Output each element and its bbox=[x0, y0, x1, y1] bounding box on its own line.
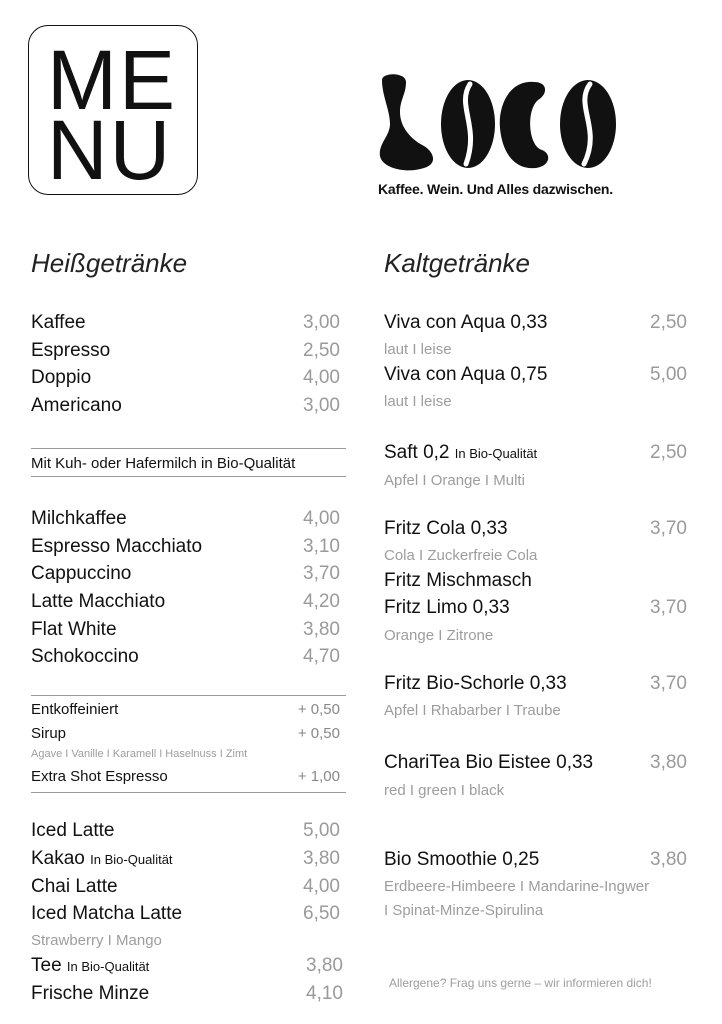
menu-item-price: 3,00 bbox=[303, 395, 340, 416]
menu-item-price: 6,50 bbox=[303, 903, 340, 924]
menu-item-price: 3,80 bbox=[303, 848, 340, 869]
menu-item-name: Kaffee bbox=[31, 312, 86, 333]
menu-item-price: 3,70 bbox=[303, 563, 340, 584]
item-options: I Spinat-Minze-Spirulina bbox=[384, 902, 544, 919]
extra-name: Sirup bbox=[31, 725, 67, 742]
menu-logo-box bbox=[28, 25, 198, 195]
menu-item-name: Fritz Mischmasch bbox=[384, 570, 532, 591]
menu-item-price: 3,00 bbox=[303, 312, 340, 333]
menu-item-name: Fritz Cola 0,33 bbox=[384, 518, 508, 539]
extra-price: + 1,00 bbox=[297, 768, 340, 785]
menu-item-price: 2,50 bbox=[650, 442, 687, 463]
menu-item-price: 3,70 bbox=[650, 518, 687, 539]
menu-item-name: Schokoccino bbox=[31, 646, 139, 667]
extra-name: Extra Shot Espresso bbox=[31, 768, 168, 785]
loco-logo bbox=[376, 70, 626, 174]
extra-price: + 0,50 bbox=[297, 701, 340, 718]
menu-item-name-text: Saft 0,2 bbox=[384, 442, 450, 463]
menu-item-price: 4,00 bbox=[303, 876, 340, 897]
tagline: Kaffee. Wein. Und Alles dazwischen. bbox=[378, 181, 613, 197]
menu-item-price: 5,00 bbox=[303, 820, 340, 841]
menu-item-price: 5,00 bbox=[650, 364, 687, 385]
menu-item-name: Bio Smoothie 0,25 bbox=[384, 849, 540, 870]
extra-price: + 0,50 bbox=[297, 725, 340, 742]
menu-item-name bbox=[31, 848, 173, 870]
menu-item-name: Iced Matcha Latte bbox=[31, 903, 183, 924]
divider bbox=[31, 792, 346, 793]
menu-item-name: Espresso bbox=[31, 340, 111, 361]
menu-item-name: Doppio bbox=[31, 367, 92, 388]
item-options: Apfel I Rhabarber I Traube bbox=[384, 702, 561, 719]
cold-drinks-title: Kaltgetränke bbox=[384, 248, 530, 278]
menu-item-name: Flat White bbox=[31, 619, 117, 640]
item-options: laut I leise bbox=[384, 393, 452, 410]
extra-name: Entkoffeiniert bbox=[31, 701, 119, 718]
menu-item-name: Espresso Macchiato bbox=[31, 536, 203, 557]
menu-item-name: Chai Latte bbox=[31, 876, 118, 897]
menu-item-name-text: Tee bbox=[31, 955, 62, 976]
syrup-options: Agave I Vanille I Karamell I Haselnuss I Zimt bbox=[31, 748, 248, 760]
menu-item-price: 3,80 bbox=[303, 619, 340, 640]
menu-item-price: 4,00 bbox=[303, 508, 340, 529]
menu-item-name: Fritz Bio-Schorle 0,33 bbox=[384, 673, 567, 694]
divider bbox=[31, 695, 346, 696]
menu-item-name: Fritz Limo 0,33 bbox=[384, 597, 510, 618]
divider bbox=[31, 448, 346, 449]
menu-item-name: Latte Macchiato bbox=[31, 591, 166, 612]
menu-item-price: 2,50 bbox=[650, 312, 687, 333]
menu-item-price: 4,20 bbox=[303, 591, 340, 612]
menu-item-price: 3,70 bbox=[650, 597, 687, 618]
menu-item-name: ChariTea Bio Eistee 0,33 bbox=[384, 752, 594, 773]
menu-item-name: Frische Minze bbox=[31, 983, 150, 1004]
item-options: Cola I Zuckerfreie Cola bbox=[384, 547, 538, 564]
menu-logo-line1: ME bbox=[47, 33, 177, 127]
divider bbox=[31, 476, 346, 477]
menu-item-name-text: Kakao bbox=[31, 848, 85, 869]
item-options: Apfel I Orange I Multi bbox=[384, 472, 525, 489]
menu-item-price: 4,70 bbox=[303, 646, 340, 667]
item-options: Strawberry I Mango bbox=[31, 932, 162, 949]
menu-item-name: Cappuccino bbox=[31, 563, 132, 584]
menu-item-name bbox=[31, 955, 149, 977]
menu-item-price: 4,00 bbox=[303, 367, 340, 388]
menu-item-name: Americano bbox=[31, 395, 122, 416]
menu-item-price: 2,50 bbox=[303, 340, 340, 361]
menu-item-price: 4,10 bbox=[306, 983, 343, 1004]
menu-logo-line2: NU bbox=[47, 103, 173, 197]
menu-item-name: Viva con Aqua 0,33 bbox=[384, 312, 548, 333]
item-options: Erdbeere-Himbeere I Mandarine-Ingwer bbox=[384, 878, 650, 895]
allergen-note: Allergene? Frag uns gerne – wir informieren dich! bbox=[389, 976, 652, 990]
menu-item-name: Viva con Aqua 0,75 bbox=[384, 364, 548, 385]
menu-item-price: 3,70 bbox=[650, 673, 687, 694]
milk-note: Mit Kuh- oder Hafermilch in Bio-Qualität bbox=[31, 455, 296, 472]
menu-item-price: 3,80 bbox=[650, 849, 687, 870]
quality-note: In Bio-Qualität bbox=[66, 959, 150, 974]
quality-note: In Bio-Qualität bbox=[90, 852, 173, 867]
item-options: Orange I Zitrone bbox=[384, 627, 494, 644]
loco-logo-graphic bbox=[376, 70, 626, 174]
quality-note: In Bio-Qualität bbox=[454, 446, 538, 461]
item-options: laut I leise bbox=[384, 341, 452, 358]
menu-item-name bbox=[384, 442, 537, 464]
menu-item-price: 3,80 bbox=[306, 955, 343, 976]
hot-drinks-title: Heißgetränke bbox=[31, 248, 188, 278]
item-options: red I green I black bbox=[384, 782, 505, 799]
menu-item-name: Iced Latte bbox=[31, 820, 115, 841]
menu-item-price: 3,10 bbox=[303, 536, 340, 557]
menu-item-price: 3,80 bbox=[650, 752, 687, 773]
menu-item-name: Milchkaffee bbox=[31, 508, 127, 529]
